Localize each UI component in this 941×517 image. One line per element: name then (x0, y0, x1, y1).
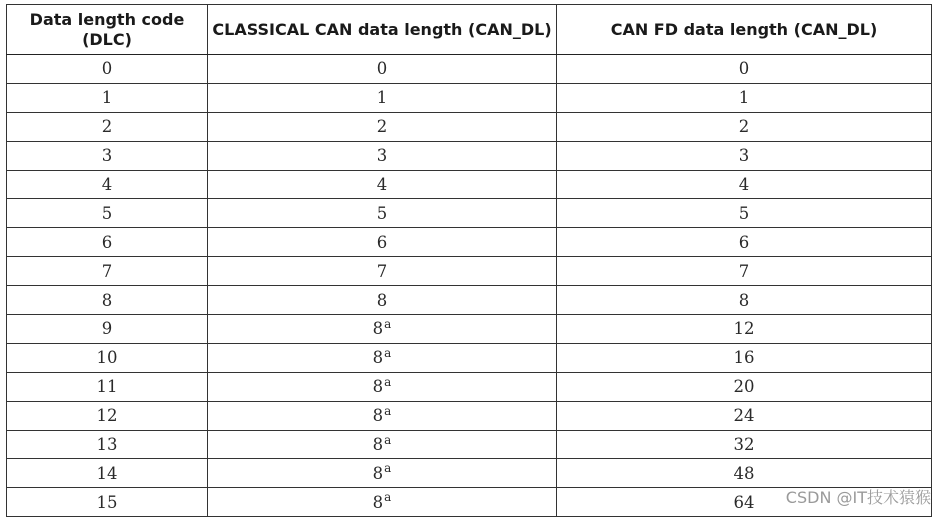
table-row (7, 112, 932, 141)
table-row (7, 199, 932, 228)
classical-value: 8 (372, 463, 384, 483)
cell-dlc: 4 (7, 170, 208, 199)
table-row (7, 459, 932, 488)
classical-value: 8 (372, 377, 384, 397)
cell-can-fd-dl: 24 (557, 401, 932, 430)
table-row (7, 228, 932, 257)
cell-classical-can-dl (208, 315, 557, 344)
header-can-fd-dl: CAN FD data length (CAN_DL) (557, 5, 932, 55)
cell-classical-can-dl (208, 372, 557, 401)
classical-value: 6 (376, 232, 388, 252)
cell-can-fd-dl: 6 (557, 228, 932, 257)
classical-value: 8 (372, 348, 384, 368)
header-classical-can-dl: CLASSICAL CAN data length (CAN_DL) (208, 5, 557, 55)
classical-value: 8 (372, 406, 384, 426)
cell-can-fd-dl: 5 (557, 199, 932, 228)
table-header-row (7, 5, 932, 55)
cell-can-fd-dl: 12 (557, 315, 932, 344)
cell-classical-can-dl (208, 170, 557, 199)
cell-dlc: 5 (7, 199, 208, 228)
table-row (7, 315, 932, 344)
cell-dlc: 9 (7, 315, 208, 344)
cell-can-fd-dl: 20 (557, 372, 932, 401)
cell-dlc: 14 (7, 459, 208, 488)
watermark: CSDN @IT技术猿猴 (785, 488, 931, 507)
cell-dlc: 0 (7, 55, 208, 84)
classical-value: 3 (376, 146, 388, 166)
cell-dlc: 3 (7, 141, 208, 170)
table-row (7, 401, 932, 430)
cell-classical-can-dl (208, 257, 557, 286)
cell-classical-can-dl (208, 228, 557, 257)
table-row (7, 343, 932, 372)
table-row (7, 83, 932, 112)
cell-dlc: 13 (7, 430, 208, 459)
cell-classical-can-dl (208, 401, 557, 430)
cell-dlc: 2 (7, 112, 208, 141)
classical-value: 8 (372, 492, 384, 512)
cell-can-fd-dl: 64 (557, 488, 932, 517)
cell-dlc: 7 (7, 257, 208, 286)
table-row (7, 55, 932, 84)
cell-classical-can-dl (208, 286, 557, 315)
cell-can-fd-dl: 1 (557, 83, 932, 112)
cell-classical-can-dl (208, 112, 557, 141)
cell-can-fd-dl: 32 (557, 430, 932, 459)
cell-dlc: 10 (7, 343, 208, 372)
classical-value: 4 (376, 175, 388, 194)
table-row (7, 286, 932, 315)
dlc-table (6, 4, 932, 517)
cell-classical-can-dl (208, 141, 557, 170)
cell-classical-can-dl (208, 55, 557, 84)
footnote-mark: a (384, 432, 392, 447)
cell-dlc: 1 (7, 83, 208, 112)
cell-classical-can-dl (208, 343, 557, 372)
header-dlc: Data length code (DLC) (7, 5, 208, 55)
classical-value: 0 (376, 59, 388, 79)
table-row (7, 141, 932, 170)
footnote-mark: a (384, 490, 392, 505)
table-body (7, 55, 932, 517)
classical-value: 8 (372, 319, 384, 339)
cell-can-fd-dl: 4 (557, 170, 932, 199)
cell-dlc: 11 (7, 372, 208, 401)
footnote-mark: a (384, 374, 392, 389)
cell-classical-can-dl (208, 488, 557, 517)
classical-value: 8 (372, 435, 384, 455)
classical-value: 7 (376, 261, 388, 281)
cell-classical-can-dl (208, 430, 557, 459)
classical-value: 2 (376, 117, 388, 137)
cell-can-fd-dl: 8 (557, 286, 932, 315)
cell-can-fd-dl: 2 (557, 112, 932, 141)
footnote-mark: a (384, 345, 392, 360)
cell-classical-can-dl (208, 83, 557, 112)
cell-can-fd-dl: 3 (557, 141, 932, 170)
cell-can-fd-dl: 0 (557, 55, 932, 84)
table-row (7, 372, 932, 401)
footnote-mark: a (384, 461, 392, 476)
classical-value: 1 (376, 88, 388, 108)
cell-dlc: 8 (7, 286, 208, 315)
cell-can-fd-dl: 16 (557, 343, 932, 372)
cell-dlc: 6 (7, 228, 208, 257)
cell-dlc: 15 (7, 488, 208, 517)
cell-can-fd-dl: 7 (557, 257, 932, 286)
cell-classical-can-dl (208, 199, 557, 228)
cell-dlc: 12 (7, 401, 208, 430)
classical-value: 5 (376, 203, 388, 223)
cell-classical-can-dl (208, 459, 557, 488)
classical-value: 8 (376, 290, 388, 310)
table-row (7, 257, 932, 286)
footnote-mark: a (384, 403, 392, 418)
table-row (7, 170, 932, 199)
cell-can-fd-dl: 48 (557, 459, 932, 488)
table-row (7, 430, 932, 459)
footnote-mark: a (384, 316, 392, 331)
